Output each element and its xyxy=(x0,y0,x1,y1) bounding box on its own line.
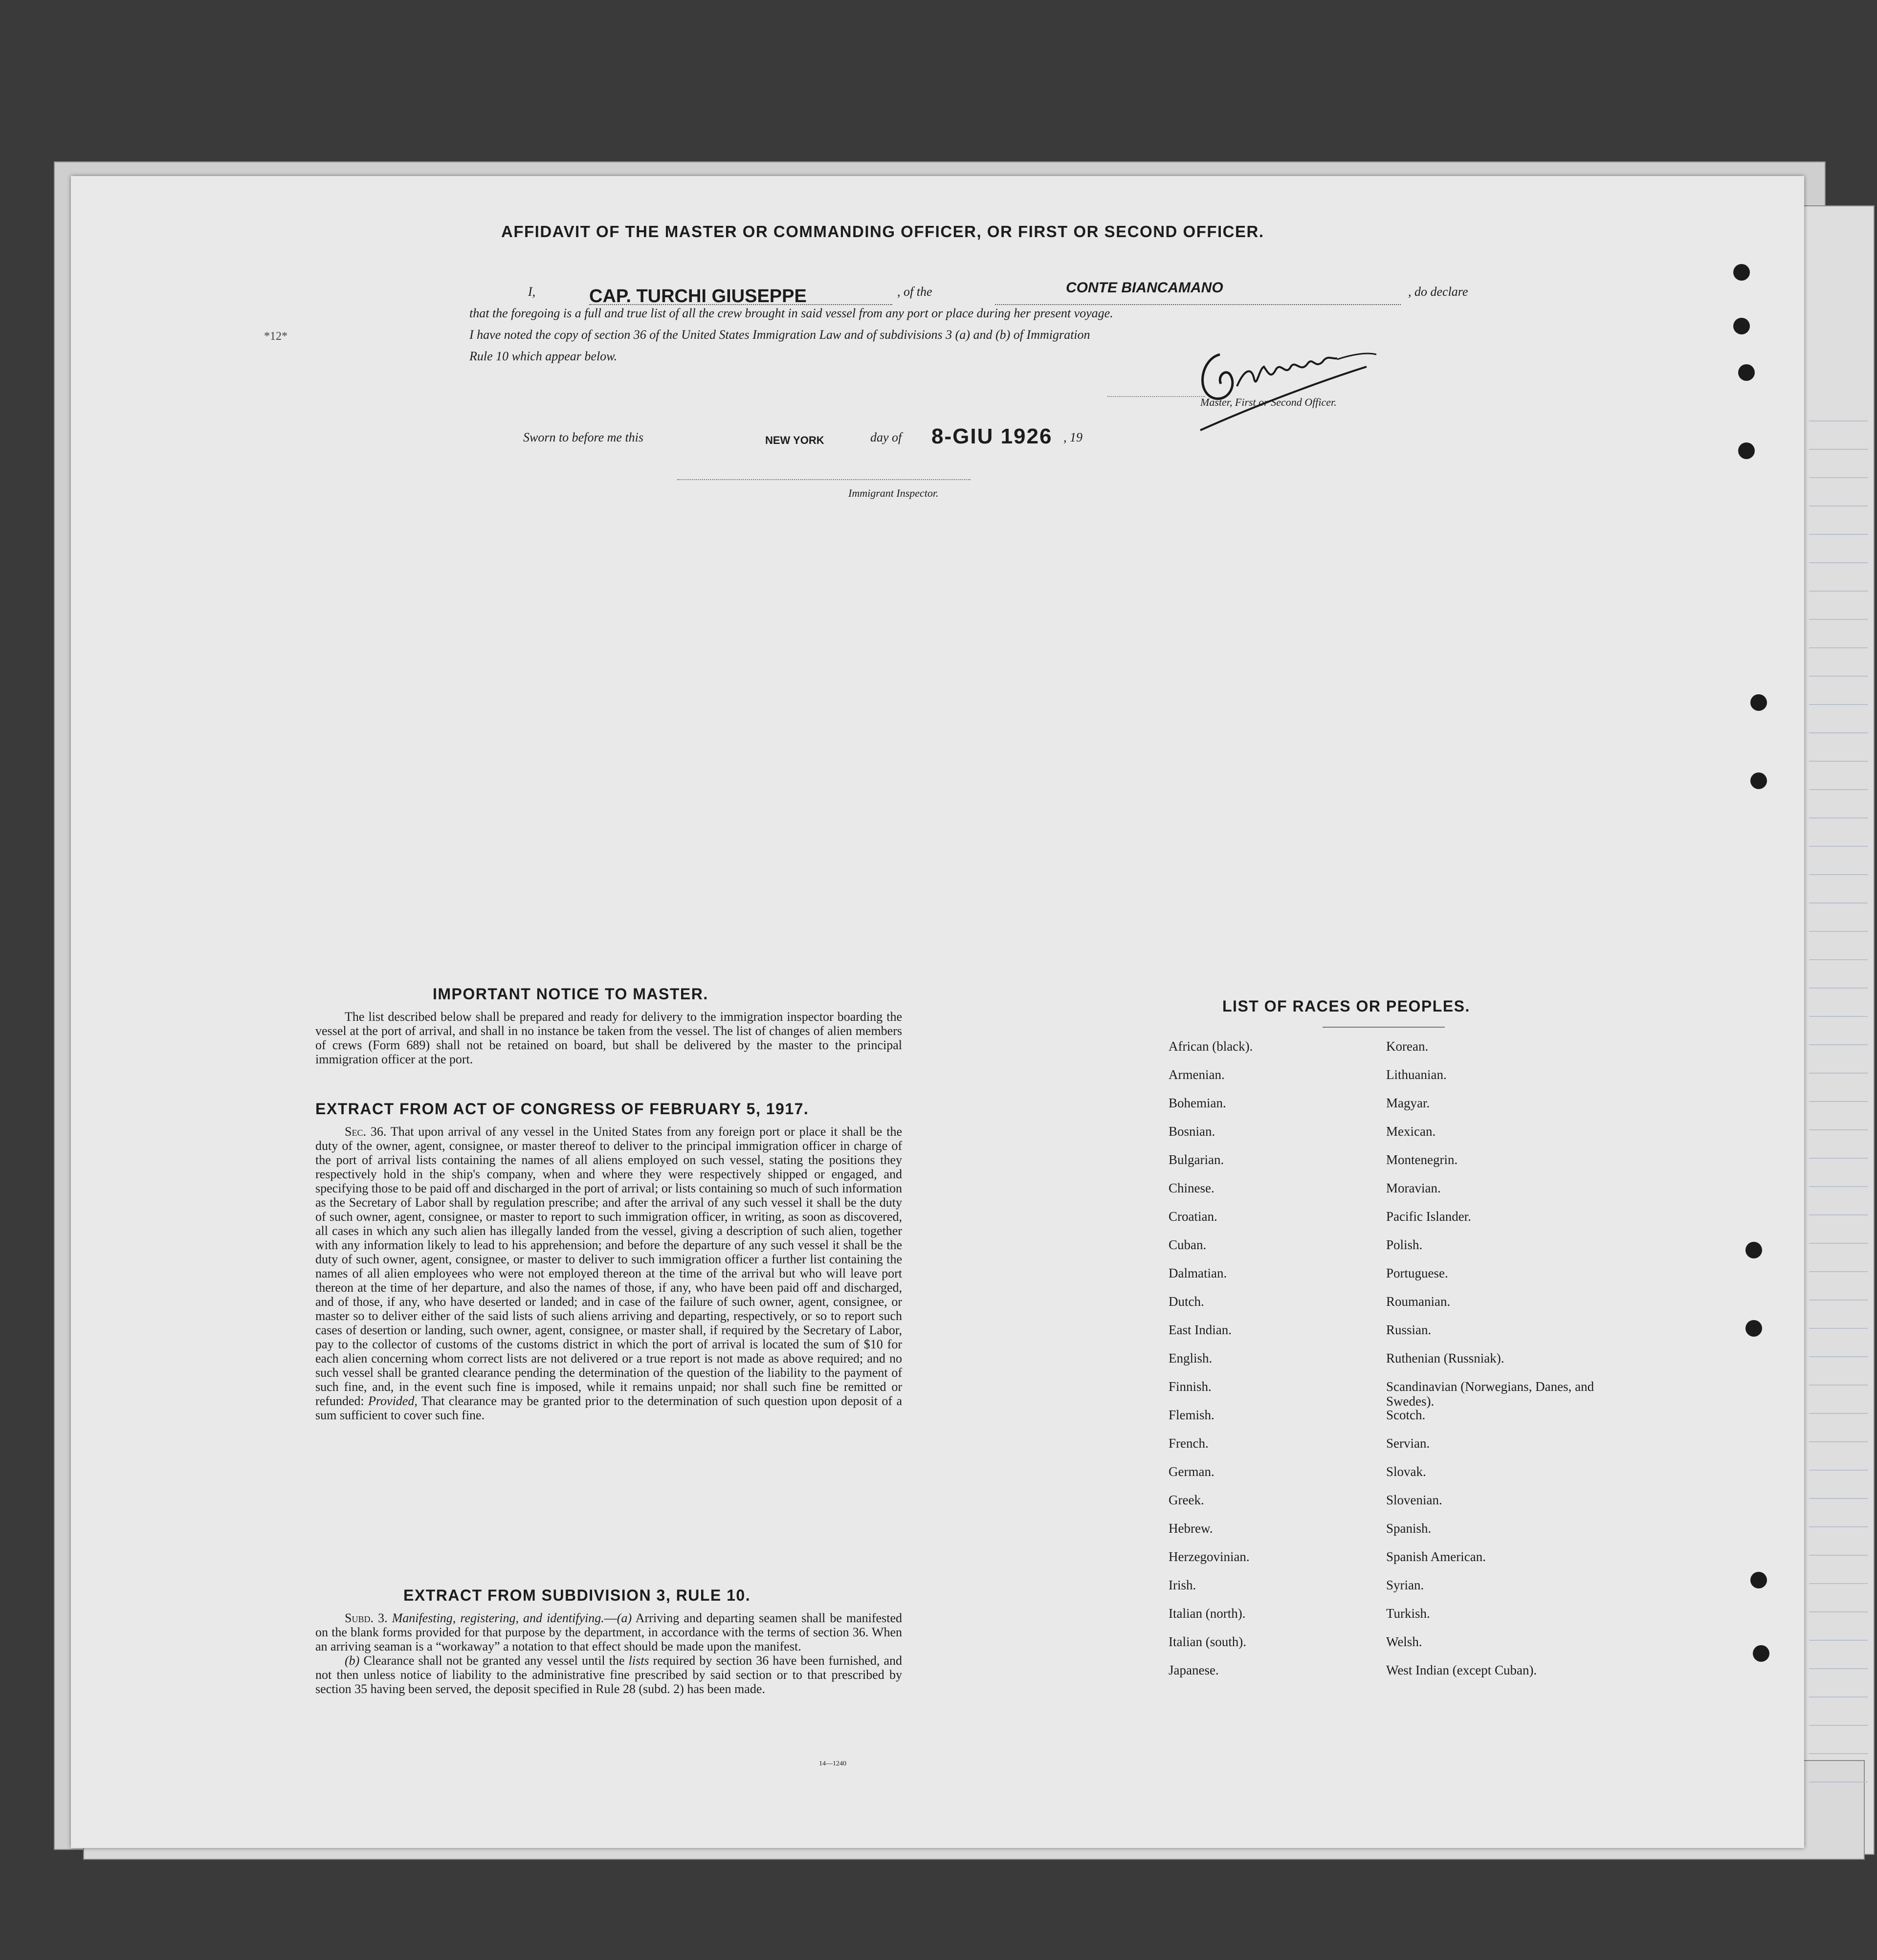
do-declare-label: , do declare xyxy=(1408,285,1468,299)
races-title-rule xyxy=(1323,1027,1445,1028)
punch-hole xyxy=(1753,1645,1769,1662)
punch-hole xyxy=(1745,1242,1762,1258)
ruled-line xyxy=(1809,591,1868,592)
section-36-body: That upon arrival of any vessel in the United States from any foreign port or place it shall be the duty of the owner, agent, consignee, or master thereof to deliver to the principal immigration officer in charge of the port of arrival lists containing the names of all aliens employed on such vessel, stating the positions they respectively hold in the ship's company, when and where they were respectively shipped or engaged, and specifying those to be paid off and discharged in the port of arrival; or lists containing so much of such information as the Secretary of Labor shall by regulation prescribe; and after the arrival of any such vessel it shall be the duty of such owner, agent, consignee, or master to report to such immigration officer, in writing, as soon as discovered, all cases in which any such alien has illegally landed from the vessel, giving a description of such alien, together with any information likely to lead to his apprehension; and before the departure of any such vessel it shall be the duty of such owner, agent, consignee, or master to deliver to such immigration officer a further list containing the names of all alien employees who were not employed thereon at the time of the arrival but who will leave port thereon at the time of her departure, and also the names of those, if any, who have been paid off and discharged, and of those, if any, who have deserted or landed; and in case of the failure of such owner, agent, consignee, or master so to deliver either of the said lists of such aliens arriving and departing, respectively, or so to report such cases of desertion or landing, such owner, agent, consignee, or master shall, if required by the Secretary of Labor, pay to the collector of customs of the customs district in which the port of arrival is located the sum of $10 for each alien concerning whom correct lists are not delivered or a true report is not made as above required; and no such vessel shall be granted clearance pending the determination of the question of the liability to the payment of such fine, and, in the event such fine is imposed, while it remains unpaid; nor shall such fine be remitted or refunded: xyxy=(315,1124,903,1408)
race-item: Dutch. xyxy=(1169,1294,1204,1309)
race-item: Ruthenian (Russniak). xyxy=(1386,1351,1504,1365)
race-item: Scandinavian (Norwegians, Danes, and Swedes). xyxy=(1386,1379,1594,1409)
subdivision-label: Subd. 3. xyxy=(345,1611,388,1625)
ruled-line xyxy=(1809,704,1868,705)
punch-hole xyxy=(1738,442,1755,459)
ruled-line xyxy=(1809,1129,1868,1130)
section-36-text xyxy=(315,1124,902,1422)
ruled-line xyxy=(1809,534,1868,535)
ruled-line xyxy=(1809,874,1868,875)
punch-hole xyxy=(1738,364,1755,381)
subdivision-title: EXTRACT FROM SUBDIVISION 3, RULE 10. xyxy=(403,1586,751,1604)
section-36-label: Sec. 36. xyxy=(345,1124,387,1139)
race-item: German. xyxy=(1169,1464,1215,1479)
ruled-line xyxy=(1809,931,1868,932)
race-item: Korean. xyxy=(1386,1039,1429,1054)
race-item: Flemish. xyxy=(1169,1408,1215,1422)
race-item: Italian (north). xyxy=(1169,1606,1246,1621)
signature-caption: Master, First or Second Officer. xyxy=(1200,396,1337,408)
year-prefix: , 19 xyxy=(1063,430,1082,444)
race-item: English. xyxy=(1169,1351,1213,1365)
ruled-line xyxy=(1809,619,1868,620)
subdivision-b-lists: lists xyxy=(628,1653,649,1668)
of-the-label: , of the xyxy=(897,285,932,299)
punch-hole xyxy=(1750,694,1767,711)
ruled-line xyxy=(1809,1526,1868,1527)
ruled-line xyxy=(1809,1583,1868,1584)
races-title: LIST OF RACES OR PEOPLES. xyxy=(1222,997,1470,1015)
race-item: Bulgarian. xyxy=(1169,1152,1224,1167)
race-item: Servian. xyxy=(1386,1436,1430,1451)
ruled-line xyxy=(1809,1243,1868,1244)
race-item: Slovak. xyxy=(1386,1464,1426,1479)
ruled-line xyxy=(1809,1385,1868,1386)
inspector-caption: Immigrant Inspector. xyxy=(848,487,939,499)
subdivision-text: Subd. 3. Manifesting, registering, and identifying.—(a) Arriving and departing seamen shall be manifested on the blank forms provided for that purpose by the department, in accordance with the terms of section 36. When an arriving seaman is a “workaway” a notation to that effect should be made upon the manifest. (b) Clearance shall not be granted any vessel until the lists required by section 36 have been furnished, and not then unless notice of liability to the administrative fine prescribed by said section or to that prescribed by section 35 having been served, the deposit specified in Rule 28 (subd. 2) has been made. xyxy=(315,1611,903,1696)
ruled-line xyxy=(1809,420,1868,421)
sworn-label: Sworn to before me this xyxy=(523,430,644,444)
race-item: Moravian. xyxy=(1386,1181,1441,1195)
notice-body: The list described below shall be prepared and ready for delivery to the immigration inspector boarding the vessel at the port of arrival, and shall in no instance be taken from the vessel. The list of changes of alien members of crews (Form 689) shall not be retained on board, but shall be delivered by the master to the principal immigration officer at the port. xyxy=(315,1010,902,1066)
ruled-line xyxy=(1809,732,1868,733)
race-item: Russian. xyxy=(1386,1322,1432,1337)
ruled-line xyxy=(1809,1640,1868,1641)
ruled-line xyxy=(1809,647,1868,648)
punch-hole xyxy=(1745,1320,1762,1337)
ruled-line xyxy=(1809,988,1868,989)
race-item: Cuban. xyxy=(1169,1237,1207,1252)
races-right-column xyxy=(1386,1039,1616,1691)
ruled-line xyxy=(1809,1668,1868,1669)
punch-hole xyxy=(1733,264,1750,281)
race-item: Greek. xyxy=(1169,1493,1204,1507)
ruled-line xyxy=(1809,506,1868,507)
subdivision-b-text-2: required by section 36 have been furnished, and not then unless notice of liability to the administrative fine prescribed by said section or to that prescribed by section 35 having been served, the deposit specified in Rule 28 (subd. 2) has been made. xyxy=(315,1653,903,1696)
ruled-line xyxy=(1809,1356,1868,1357)
act-title: EXTRACT FROM ACT OF CONGRESS OF FEBRUARY 5, 1917. xyxy=(315,1100,809,1118)
ruled-line xyxy=(1809,1555,1868,1556)
race-item: West Indian (except Cuban). xyxy=(1386,1663,1537,1677)
ruled-line xyxy=(1809,1413,1868,1414)
margin-mark: *12* xyxy=(264,330,287,343)
race-item: Finnish. xyxy=(1169,1379,1212,1394)
race-item: East Indian. xyxy=(1169,1322,1232,1337)
vessel-name-underline xyxy=(995,304,1401,305)
vessel-name: CONTE BIANCAMANO xyxy=(1066,280,1223,296)
ruled-line xyxy=(1809,1214,1868,1215)
ruled-line xyxy=(1809,959,1868,960)
punch-hole xyxy=(1750,772,1767,789)
ruled-line xyxy=(1809,1753,1868,1754)
notice-title: IMPORTANT NOTICE TO MASTER. xyxy=(433,985,708,1003)
ruled-line xyxy=(1809,1611,1868,1612)
i-label: I, xyxy=(528,285,536,299)
race-item: Scotch. xyxy=(1386,1408,1426,1422)
ruled-line xyxy=(1809,1073,1868,1074)
punch-hole xyxy=(1733,318,1750,334)
race-item: Croatian. xyxy=(1169,1209,1217,1224)
race-item: French. xyxy=(1169,1436,1209,1451)
race-item: Spanish American. xyxy=(1386,1549,1486,1564)
affidavit-sheet xyxy=(71,176,1804,1848)
race-item: Slovenian. xyxy=(1386,1493,1442,1507)
ruled-line xyxy=(1809,789,1868,790)
punch-hole xyxy=(1750,1572,1767,1588)
ruled-line xyxy=(1809,817,1868,818)
inspector-signature-line xyxy=(677,479,971,480)
race-item: Pacific Islander. xyxy=(1386,1209,1471,1224)
race-item: Hebrew. xyxy=(1169,1521,1213,1536)
ruled-line xyxy=(1809,676,1868,677)
ruled-line xyxy=(1809,1725,1868,1726)
sworn-place: NEW YORK xyxy=(765,434,824,446)
declaration-line-4: Rule 10 which appear below. xyxy=(469,349,618,363)
subdivision-a-text: Arriving and departing seamen shall be manifested on the blank forms provided for that purpose by the department, in accordance with the terms of section 36. When an arriving seaman is a “workaway” a notation to that effect should be made upon the manifest. xyxy=(315,1611,902,1653)
race-item: Dalmatian. xyxy=(1169,1266,1227,1280)
race-item: Bohemian. xyxy=(1169,1096,1226,1110)
ruled-line xyxy=(1809,449,1868,450)
ruled-line xyxy=(1809,1271,1868,1272)
race-item: Polish. xyxy=(1386,1237,1423,1252)
ruled-line xyxy=(1809,761,1868,762)
ruled-line xyxy=(1809,1044,1868,1045)
ruled-line xyxy=(1809,846,1868,847)
race-item: Spanish. xyxy=(1386,1521,1432,1536)
race-item: African (black). xyxy=(1169,1039,1253,1054)
master-name-underline xyxy=(589,304,892,305)
ruled-line xyxy=(1809,1470,1868,1471)
day-of-label: day of xyxy=(870,430,902,444)
race-item: Bosnian. xyxy=(1169,1124,1215,1139)
ruled-line xyxy=(1809,1101,1868,1102)
race-item: Lithuanian. xyxy=(1386,1067,1447,1082)
race-item: Italian (south). xyxy=(1169,1634,1246,1649)
race-item: Armenian. xyxy=(1169,1067,1225,1082)
race-item: Syrian. xyxy=(1386,1578,1424,1592)
ruled-line xyxy=(1809,1441,1868,1442)
race-item: Portuguese. xyxy=(1386,1266,1448,1280)
race-item: Herzegovinian. xyxy=(1169,1549,1250,1564)
ruled-line xyxy=(1809,1299,1868,1300)
race-item: Welsh. xyxy=(1386,1634,1422,1649)
ruled-line xyxy=(1809,1158,1868,1159)
ruled-line xyxy=(1809,1498,1868,1499)
race-item: Mexican. xyxy=(1386,1124,1436,1139)
affidavit-title: AFFIDAVIT OF THE MASTER OR COMMANDING OFFICER, OR FIRST OR SECOND OFFICER. xyxy=(501,222,1264,241)
form-number: 14—1240 xyxy=(819,1760,846,1767)
ruled-line xyxy=(1809,1016,1868,1017)
ruled-line xyxy=(1809,562,1868,563)
date-stamp: 8-GIU 1926 xyxy=(931,424,1053,448)
subdivision-a-label: (a) xyxy=(617,1611,632,1625)
subdivision-b-label: (b) xyxy=(345,1653,360,1668)
race-item: Roumanian. xyxy=(1386,1294,1451,1309)
ruled-line xyxy=(1809,1782,1868,1783)
ruled-line xyxy=(1809,1186,1868,1187)
declaration-line-3: I have noted the copy of section 36 of the United States Immigration Law and of subdivisions 3 (a) and (b) of Immigration xyxy=(469,328,1090,342)
ruled-line xyxy=(1809,1696,1868,1697)
signature-line xyxy=(1107,396,1205,397)
race-item: Montenegrin. xyxy=(1386,1152,1458,1167)
master-signature xyxy=(1191,340,1396,438)
race-item: Chinese. xyxy=(1169,1181,1215,1195)
declaration-line-2: that the foregoing is a full and true list of all the crew brought in said vessel from any port or place during her present voyage. xyxy=(469,306,1113,320)
provided-label: Provided, xyxy=(368,1394,418,1408)
ruled-line xyxy=(1809,477,1868,478)
ruled-line xyxy=(1809,1328,1868,1329)
race-item: Irish. xyxy=(1169,1578,1196,1592)
race-item: Magyar. xyxy=(1386,1096,1430,1110)
provided-text: That clearance may be granted prior to the determination of such question upon deposit of a sum sufficient to cover such fine. xyxy=(315,1394,903,1422)
race-item: Japanese. xyxy=(1169,1663,1219,1677)
subdivision-b-text-1: Clearance shall not be granted any vessel until the xyxy=(363,1653,625,1668)
subdivision-heading: Manifesting, registering, and identifying. xyxy=(392,1611,604,1625)
races-left-column xyxy=(1169,1039,1354,1691)
master-name: CAP. TURCHI GIUSEPPE xyxy=(589,286,807,307)
race-item: Turkish. xyxy=(1386,1606,1430,1621)
